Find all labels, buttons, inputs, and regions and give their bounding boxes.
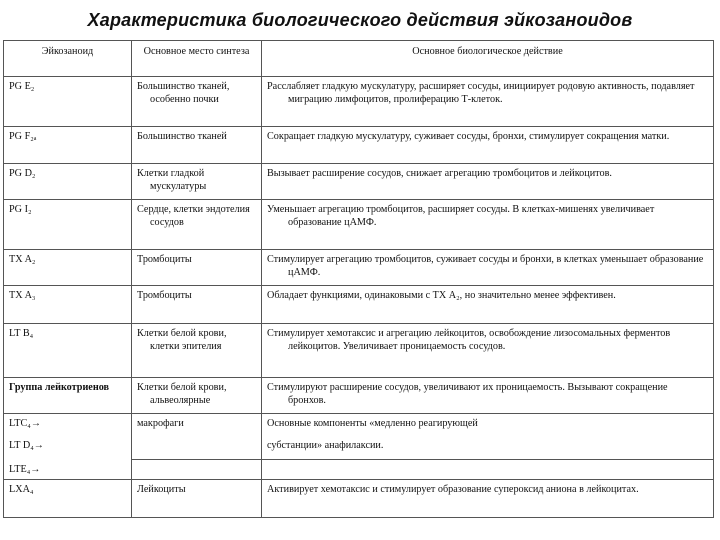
biological-action: Сокращает гладкую мускулатуру, суживает сосуды, бронхи, стимулирует сокращения матки.: [262, 127, 714, 164]
biological-action: Стимулирует агрегацию тромбоцитов, суживает сосуды и бронхи, в клетках уменьшает образование цАМФ.: [262, 250, 714, 286]
synthesis-site: [132, 436, 262, 460]
header-eicosanoid: Эйкозаноид: [4, 41, 132, 77]
table-row: [4, 250, 714, 286]
table-row: [4, 127, 714, 164]
biological-action: Активирует хемотаксис и стимулирует образование супероксид аниона в лейкоцитах.: [262, 480, 714, 518]
table-row: [4, 480, 714, 518]
synthesis-site: Клетки белой крови, альвеолярные: [132, 378, 262, 414]
synthesis-site: Клетки гладкой мускулатуры: [132, 164, 262, 200]
eicosanoid-name: LTC₄→: [4, 414, 132, 436]
synthesis-site: Большинство тканей, особенно почки: [132, 77, 262, 127]
synthesis-site: Тромбоциты: [132, 250, 262, 286]
table-row: [4, 378, 714, 414]
synthesis-site: Клетки белой крови, клетки эпителия: [132, 324, 262, 378]
biological-action: Уменьшает агрегацию тромбоцитов, расширяет сосуды. В клетках-мишенях увеличивает образование цАМФ.: [262, 200, 714, 250]
synthesis-site: макрофаги: [132, 414, 262, 436]
biological-action: Стимулирует хемотаксис и агрегацию лейкоцитов, освобождение лизосомальных ферментов лейкоцитов. Увеличивает проницаемость сосудов.: [262, 324, 714, 378]
eicosanoid-name: LTE₄→: [4, 460, 132, 480]
synthesis-site: Большинство тканей: [132, 127, 262, 164]
synthesis-site: Сердце, клетки эндотелия сосудов: [132, 200, 262, 250]
synthesis-site: [132, 460, 262, 480]
header-synthesis-site: Основное место синтеза: [132, 41, 262, 77]
biological-action: Расслабляет гладкую мускулатуру, расширяет сосуды, инициирует родовую активность, подавляет миграцию лимфоцитов, пролиферацию Т-клеток.: [262, 77, 714, 127]
eicosanoid-name: TX A₂: [4, 250, 132, 286]
eicosanoid-name: Группа лейкотриенов: [4, 378, 132, 414]
table-header-row: [4, 41, 714, 77]
biological-action: Основные компоненты «медленно реагирующей: [262, 414, 714, 436]
biological-action: Стимулируют расширение сосудов, увеличивают их проницаемость. Вызывают сокращение бронхов.: [262, 378, 714, 414]
header-biological-action: Основное биологическое действие: [262, 41, 714, 77]
eicosanoid-name: TX A₃: [4, 286, 132, 324]
eicosanoid-table: [3, 40, 714, 518]
page-title: Характеристика биологического действия эйкозаноидов: [87, 10, 633, 30]
eicosanoid-name: PG F₂ₐ: [4, 127, 132, 164]
eicosanoid-name: LXA₄: [4, 480, 132, 518]
table-row: [4, 286, 714, 324]
biological-action: Обладает функциями, одинаковыми с ТХ А₂, но значительно менее эффективен.: [262, 286, 714, 324]
table-row: [4, 460, 714, 480]
table-row: [4, 414, 714, 436]
eicosanoid-name: PG I₂: [4, 200, 132, 250]
eicosanoid-name: PG E₂: [4, 77, 132, 127]
table-row: [4, 200, 714, 250]
table-row: [4, 436, 714, 460]
biological-action: [262, 460, 714, 480]
synthesis-site: Тромбоциты: [132, 286, 262, 324]
eicosanoid-name: LT D₄→: [4, 436, 132, 460]
eicosanoid-name: LT B₄: [4, 324, 132, 378]
eicosanoid-name: PG D₂: [4, 164, 132, 200]
table-row: [4, 324, 714, 378]
biological-action: субстанции» анафилаксии.: [262, 436, 714, 460]
table-row: [4, 164, 714, 200]
table-row: [4, 77, 714, 127]
biological-action: Вызывает расширение сосудов, снижает агрегацию тромбоцитов и лейкоцитов.: [262, 164, 714, 200]
synthesis-site: Лейкоциты: [132, 480, 262, 518]
